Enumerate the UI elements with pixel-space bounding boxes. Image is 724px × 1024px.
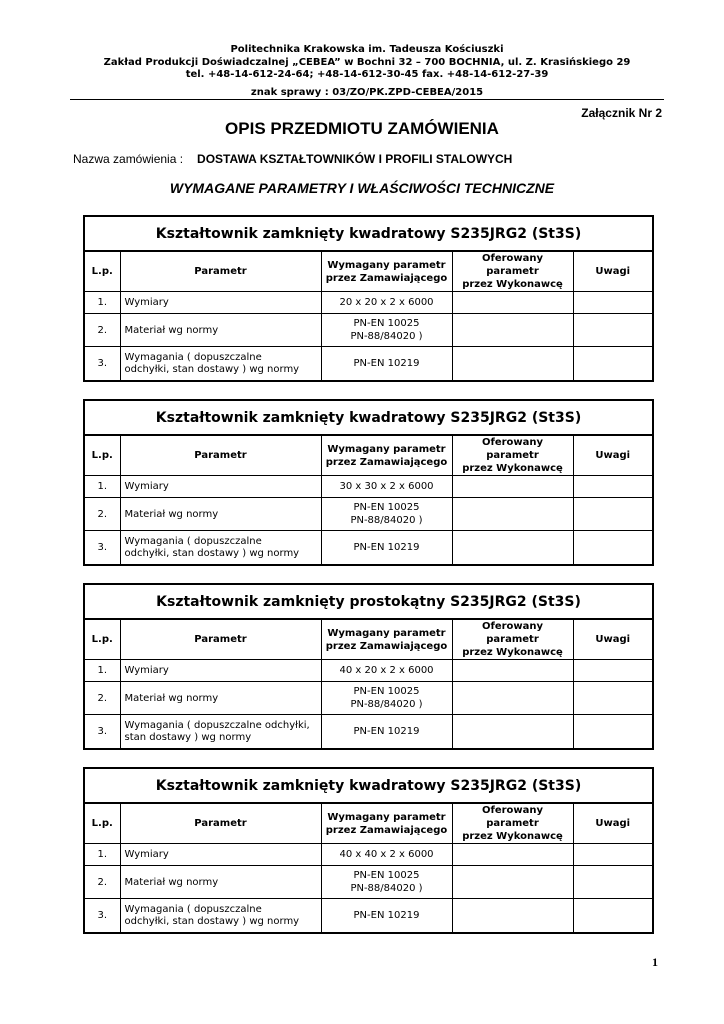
header-parameter: Parametr xyxy=(120,435,321,476)
page-number: 1 xyxy=(652,955,658,969)
row-parameter: Materiał wg normy xyxy=(120,314,321,347)
row-offered-value xyxy=(452,347,573,382)
row-notes xyxy=(573,866,653,899)
row-offered-value xyxy=(452,866,573,899)
section-subtitle: WYMAGANE PARAMETRY I WŁAŚCIWOŚCI TECHNICZNE xyxy=(169,180,555,196)
table-row xyxy=(84,292,653,314)
row-lp: 2. xyxy=(84,498,120,531)
row-required-value: PN-EN 10219 xyxy=(321,347,452,382)
row-lp: 2. xyxy=(84,314,120,347)
row-parameter: Wymagania ( dopuszczalne odchyłki, stan dostawy ) wg normy xyxy=(120,531,321,566)
row-required-value: PN-EN 10219 xyxy=(321,899,452,934)
row-offered-value xyxy=(452,660,573,682)
header-parameter: Parametr xyxy=(120,803,321,844)
row-required-value: PN-EN 10219 xyxy=(321,715,452,750)
row-notes xyxy=(573,715,653,750)
row-required-value: PN-EN 10025 PN-88/84020 ) xyxy=(321,682,452,715)
row-offered-value xyxy=(452,899,573,934)
header-parameter: Parametr xyxy=(120,251,321,292)
institution-address: Zakład Produkcji Doświadczalnej „CEBEA” w Bochni 32 – 700 BOCHNIA, ul. Z. Krasińskiego 29 xyxy=(103,56,631,68)
row-notes xyxy=(573,476,653,498)
header-lp: L.p. xyxy=(84,619,120,660)
row-parameter: Materiał wg normy xyxy=(120,682,321,715)
row-lp: 1. xyxy=(84,292,120,314)
spec-table-2 xyxy=(83,399,654,566)
header-lp: L.p. xyxy=(84,435,120,476)
row-offered-value xyxy=(452,292,573,314)
row-parameter: Wymagania ( dopuszczalne odchyłki, stan dostawy ) wg normy xyxy=(120,347,321,382)
table-row xyxy=(84,682,653,715)
table-title: Kształtownik zamknięty kwadratowy S235JRG2 (St3S) xyxy=(84,400,653,435)
header-notes: Uwagi xyxy=(573,803,653,844)
institution-contact: tel. +48-14-612-24-64; +48-14-612-30-45 fax. +48-14-612-27-39 xyxy=(185,69,549,80)
row-notes xyxy=(573,682,653,715)
spec-table-1 xyxy=(83,215,654,382)
table-row xyxy=(84,498,653,531)
row-lp: 1. xyxy=(84,660,120,682)
row-notes xyxy=(573,347,653,382)
row-parameter: Materiał wg normy xyxy=(120,866,321,899)
header-notes: Uwagi xyxy=(573,619,653,660)
row-lp: 3. xyxy=(84,531,120,566)
row-parameter: Wymiary xyxy=(120,292,321,314)
table-row xyxy=(84,715,653,750)
row-lp: 1. xyxy=(84,476,120,498)
header-lp: L.p. xyxy=(84,803,120,844)
row-offered-value xyxy=(452,476,573,498)
document-title: OPIS PRZEDMIOTU ZAMÓWIENIA xyxy=(225,119,499,138)
row-notes xyxy=(573,899,653,934)
row-parameter: Wymagania ( dopuszczalne odchyłki, stan dostawy ) wg normy xyxy=(120,715,321,750)
row-notes xyxy=(573,292,653,314)
spec-table-4 xyxy=(83,767,654,934)
header-required: Wymagany parametr przez Zamawiającego xyxy=(321,803,452,844)
header-required: Wymagany parametr przez Zamawiającego xyxy=(321,435,452,476)
table-row xyxy=(84,531,653,566)
row-required-value: 40 x 20 x 2 x 6000 xyxy=(321,660,452,682)
row-lp: 2. xyxy=(84,682,120,715)
row-required-value: PN-EN 10219 xyxy=(321,531,452,566)
row-offered-value xyxy=(452,844,573,866)
row-lp: 3. xyxy=(84,715,120,750)
case-number: znak sprawy : 03/ZO/PK.ZPD-CEBEA/2015 xyxy=(250,86,484,98)
row-required-value: PN-EN 10025 PN-88/84020 ) xyxy=(321,314,452,347)
table-title: Kształtownik zamknięty kwadratowy S235JRG2 (St3S) xyxy=(84,216,653,251)
row-required-value: 40 x 40 x 2 x 6000 xyxy=(321,844,452,866)
row-offered-value xyxy=(452,715,573,750)
row-parameter: Wymiary xyxy=(120,844,321,866)
table-row xyxy=(84,660,653,682)
order-name-value: DOSTAWA KSZTAŁTOWNIKÓW I PROFILI STALOWYCH xyxy=(197,152,513,166)
table-title: Kształtownik zamknięty prostokątny S235JRG2 (St3S) xyxy=(84,584,653,619)
table-row xyxy=(84,899,653,934)
row-lp: 3. xyxy=(84,899,120,934)
header-required: Wymagany parametr przez Zamawiającego xyxy=(321,251,452,292)
row-parameter: Wymiary xyxy=(120,660,321,682)
row-required-value: 20 x 20 x 2 x 6000 xyxy=(321,292,452,314)
row-parameter: Materiał wg normy xyxy=(120,498,321,531)
table-row xyxy=(84,347,653,382)
row-offered-value xyxy=(452,531,573,566)
table-row xyxy=(84,866,653,899)
row-notes xyxy=(573,498,653,531)
row-offered-value xyxy=(452,498,573,531)
table-title: Kształtownik zamknięty kwadratowy S235JRG2 (St3S) xyxy=(84,768,653,803)
row-notes xyxy=(573,314,653,347)
header-offered: Oferowany parametr przez Wykonawcę xyxy=(452,803,573,844)
row-notes xyxy=(573,844,653,866)
row-parameter: Wymiary xyxy=(120,476,321,498)
row-offered-value xyxy=(452,682,573,715)
header-notes: Uwagi xyxy=(573,435,653,476)
header-required: Wymagany parametr przez Zamawiającego xyxy=(321,619,452,660)
header-notes: Uwagi xyxy=(573,251,653,292)
row-required-value: PN-EN 10025 PN-88/84020 ) xyxy=(321,498,452,531)
row-notes xyxy=(573,660,653,682)
order-name-label: Nazwa zamówienia : xyxy=(73,152,184,166)
row-offered-value xyxy=(452,314,573,347)
row-lp: 2. xyxy=(84,866,120,899)
header-lp: L.p. xyxy=(84,251,120,292)
order-name-line xyxy=(73,152,512,166)
letterhead xyxy=(70,44,664,98)
spec-table-3 xyxy=(83,583,654,750)
header-offered: Oferowany parametr przez Wykonawcę xyxy=(452,435,573,476)
row-required-value: PN-EN 10025 PN-88/84020 ) xyxy=(321,866,452,899)
header-divider xyxy=(70,99,664,100)
header-parameter: Parametr xyxy=(120,619,321,660)
header-offered: Oferowany parametr przez Wykonawcę xyxy=(452,619,573,660)
row-notes xyxy=(573,531,653,566)
institution-name: Politechnika Krakowska im. Tadeusza Kościuszki xyxy=(230,44,504,55)
attachment-label: Załącznik Nr 2 xyxy=(581,106,662,120)
table-row xyxy=(84,844,653,866)
table-row xyxy=(84,314,653,347)
row-lp: 3. xyxy=(84,347,120,382)
row-lp: 1. xyxy=(84,844,120,866)
header-offered: Oferowany parametr przez Wykonawcę xyxy=(452,251,573,292)
row-required-value: 30 x 30 x 2 x 6000 xyxy=(321,476,452,498)
row-parameter: Wymagania ( dopuszczalne odchyłki, stan dostawy ) wg normy xyxy=(120,899,321,934)
table-row xyxy=(84,476,653,498)
